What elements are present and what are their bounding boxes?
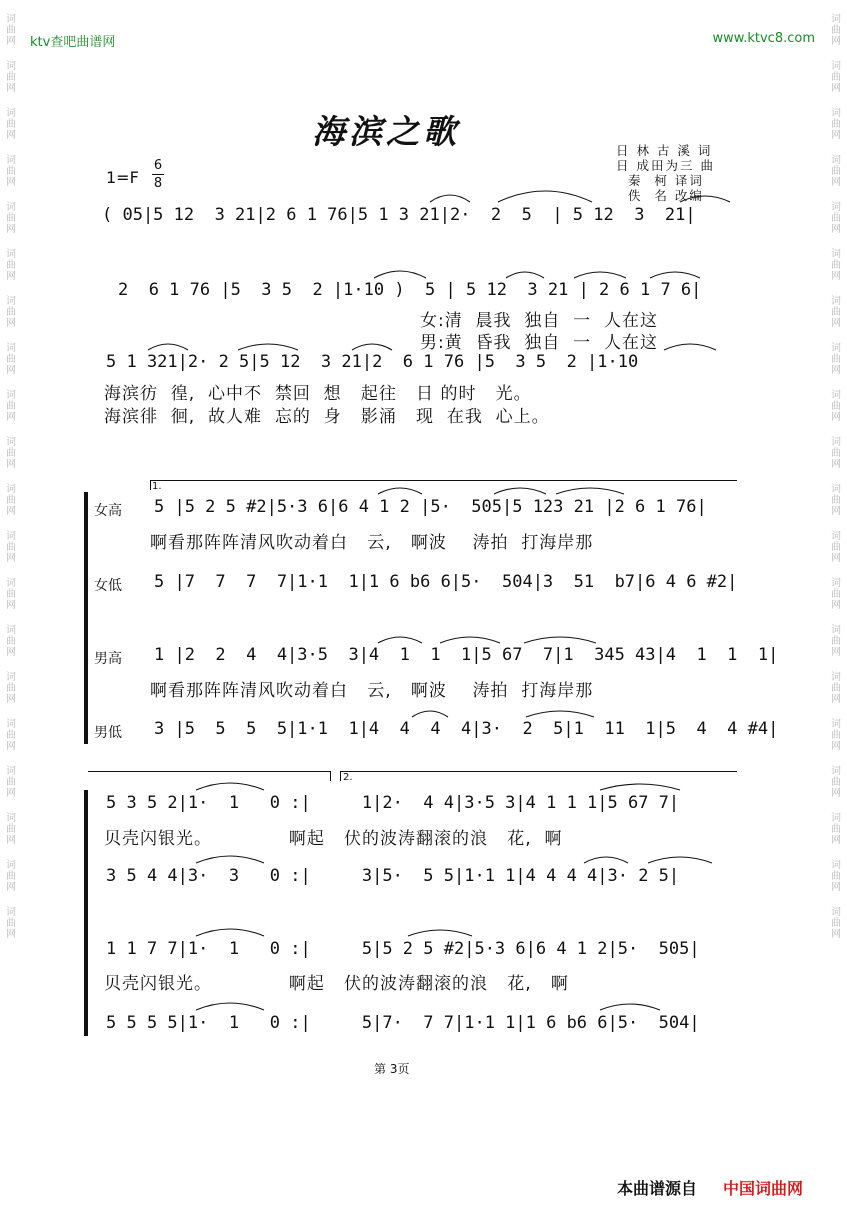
s2-bass-notes: 5 5 5 5|1· 1 0 :| 5|7· 7 7|1·1 1|1 6 b6 6|5· 504| xyxy=(106,1013,700,1033)
watermark-group: 词 曲 网 xyxy=(831,484,841,517)
watermark-group: 词 曲 网 xyxy=(6,108,16,141)
watermark-group: 词 曲 网 xyxy=(831,343,841,376)
watermark-group: 词 曲 网 xyxy=(6,155,16,188)
source-left[interactable]: ktv查吧曲谱网 xyxy=(30,35,116,50)
footer-site-link[interactable]: 中国词曲网 xyxy=(723,1179,804,1198)
s2-soprano-notes: 5 3 5 2|1· 1 0 :| 1|2· 4 4|3·5 3|4 1 1 1|5 67 7| xyxy=(106,793,680,813)
watermark-group: 词 曲 网 xyxy=(6,249,16,282)
volta-1-label: 1. xyxy=(152,481,162,492)
s1-tenor-lyric: 啊看那阵阵清风吹动着白 云, 啊波 涛拍 打海岸那 xyxy=(150,681,594,701)
credit-lyricist: 日 林 古 溪 词 xyxy=(616,143,713,158)
watermark-group: 词 曲 网 xyxy=(831,296,841,329)
s2-tenor-lyric: 贝壳闪银光。 啊起 伏的波涛翻滚的浪 花, 啊 xyxy=(104,974,569,994)
watermark-group: 词 曲 网 xyxy=(831,437,841,470)
page-number: 第 3页 xyxy=(374,1062,410,1076)
s1-alto-notes: 5 |7 7 7 7|1·1 1|1 6 b6 6|5· 504|3 51 b7|6 4 6 #2| xyxy=(154,572,738,592)
watermark-group: 词 曲 网 xyxy=(831,907,841,940)
watermark-group: 词 曲 网 xyxy=(6,202,16,235)
watermark-group: 词 曲 网 xyxy=(831,813,841,846)
voice-label-soprano: 女高 xyxy=(94,503,122,519)
watermark-group: 词 曲 网 xyxy=(6,719,16,752)
notes-row-3: 5 1 321|2· 2 5|5 12 3 21|2 6 1 76 |5 3 5 2 |1·10 xyxy=(106,352,639,372)
watermark-group: 词 曲 网 xyxy=(6,907,16,940)
s2-alto-notes: 3 5 4 4|3· 3 0 :| 3|5· 5 5|1·1 1|4 4 4 4|3· 2 5| xyxy=(106,866,680,886)
notes-row-2: 2 6 1 76 |5 3 5 2 |1·10 ) 5 | 5 12 3 21 | 2 6 1 7 6| xyxy=(118,280,702,300)
s1-soprano-lyric: 啊看那阵阵清风吹动着白 云, 啊波 涛拍 打海岸那 xyxy=(150,533,594,553)
voice-label-tenor: 男高 xyxy=(94,651,122,667)
watermark-group: 词 曲 网 xyxy=(6,296,16,329)
watermark-group: 词 曲 网 xyxy=(831,249,841,282)
lyric-row-3b: 海滨徘 徊, 故人难 忘的 身 影涌 现 在我 心上。 xyxy=(104,407,550,427)
s2-tenor-notes: 1 1 7 7|1· 1 0 :| 5|5 2 5 #2|5·3 6|6 4 1 2|5· 505| xyxy=(106,939,700,959)
watermark-group: 词 曲 网 xyxy=(831,61,841,94)
watermark-group: 词 曲 网 xyxy=(6,860,16,893)
page-title: 海滨之歌 xyxy=(312,112,460,151)
watermark-group: 词 曲 网 xyxy=(831,390,841,423)
watermark-group: 词 曲 网 xyxy=(6,61,16,94)
watermark-group: 词 曲 网 xyxy=(6,578,16,611)
s1-tenor-notes: 1 |2 2 4 4|3·5 3|4 1 1 1|5 67 7|1 345 43|4 1 1 1| xyxy=(154,645,779,665)
watermark-group: 词 曲 网 xyxy=(6,813,16,846)
notes-row-1: ( 05|5 12 3 21|2 6 1 76|5 1 3 21|2· 2 5 | 5 12 3 21| xyxy=(102,205,696,225)
lyric-female-verse: 女:清 晨我 独自 一 人在这 xyxy=(420,311,658,331)
key-signature: 1=F xyxy=(106,168,139,187)
watermark-group: 词 曲 网 xyxy=(831,860,841,893)
watermark-group: 词 曲 网 xyxy=(6,14,16,47)
footer-prefix: 本曲谱源自 xyxy=(617,1179,698,1198)
credit-composer: 日 成田为三 曲 xyxy=(616,158,715,173)
lyric-row-3a: 海滨彷 徨, 心中不 禁回 想 起往 日 的时 光。 xyxy=(104,384,532,404)
watermark-group: 词 曲 网 xyxy=(6,390,16,423)
voice-label-alto: 女低 xyxy=(94,578,122,594)
watermark-group: 词 曲 网 xyxy=(831,578,841,611)
watermark-group: 词 曲 网 xyxy=(831,625,841,658)
watermark-group: 词 曲 网 xyxy=(6,766,16,799)
watermark-group: 词 曲 网 xyxy=(6,672,16,705)
s1-soprano-notes: 5 |5 2 5 #2|5·3 6|6 4 1 2 |5· 505|5 123 21 |2 6 1 76| xyxy=(154,497,707,517)
watermark-group: 词 曲 网 xyxy=(6,531,16,564)
source-right[interactable]: www.ktvc8.com xyxy=(712,31,815,46)
watermark-group: 词 曲 网 xyxy=(831,14,841,47)
watermark-group: 词 曲 网 xyxy=(831,155,841,188)
watermark-group: 词 曲 网 xyxy=(831,202,841,235)
watermark-group: 词 曲 网 xyxy=(6,625,16,658)
credit-translator: 秦 柯 译词 xyxy=(616,173,704,188)
voice-label-bass: 男低 xyxy=(94,725,122,741)
time-signature-top: 6 xyxy=(153,158,163,173)
watermark-group: 词 曲 网 xyxy=(831,672,841,705)
watermark-group: 词 曲 网 xyxy=(831,531,841,564)
watermark-group: 词 曲 网 xyxy=(831,766,841,799)
watermark-group: 词 曲 网 xyxy=(831,108,841,141)
lyric-male-verse: 男:黄 昏我 独自 一 人在这 xyxy=(420,333,658,353)
s1-bass-notes: 3 |5 5 5 5|1·1 1|4 4 4 4|3· 2 5|1 11 1|5 4 4 #4| xyxy=(154,719,779,739)
watermark-group: 词 曲 网 xyxy=(6,437,16,470)
watermark-group: 词 曲 网 xyxy=(6,484,16,517)
time-signature-bottom: 8 xyxy=(153,176,163,191)
watermark-group: 词 曲 网 xyxy=(6,343,16,376)
s2-soprano-lyric: 贝壳闪银光。 啊起 伏的波涛翻滚的浪 花, 啊 xyxy=(104,829,563,849)
credit-arranger: 佚 名 改编 xyxy=(616,188,704,203)
volta-2-label: 2. xyxy=(343,772,353,783)
watermark-group: 词 曲 网 xyxy=(831,719,841,752)
